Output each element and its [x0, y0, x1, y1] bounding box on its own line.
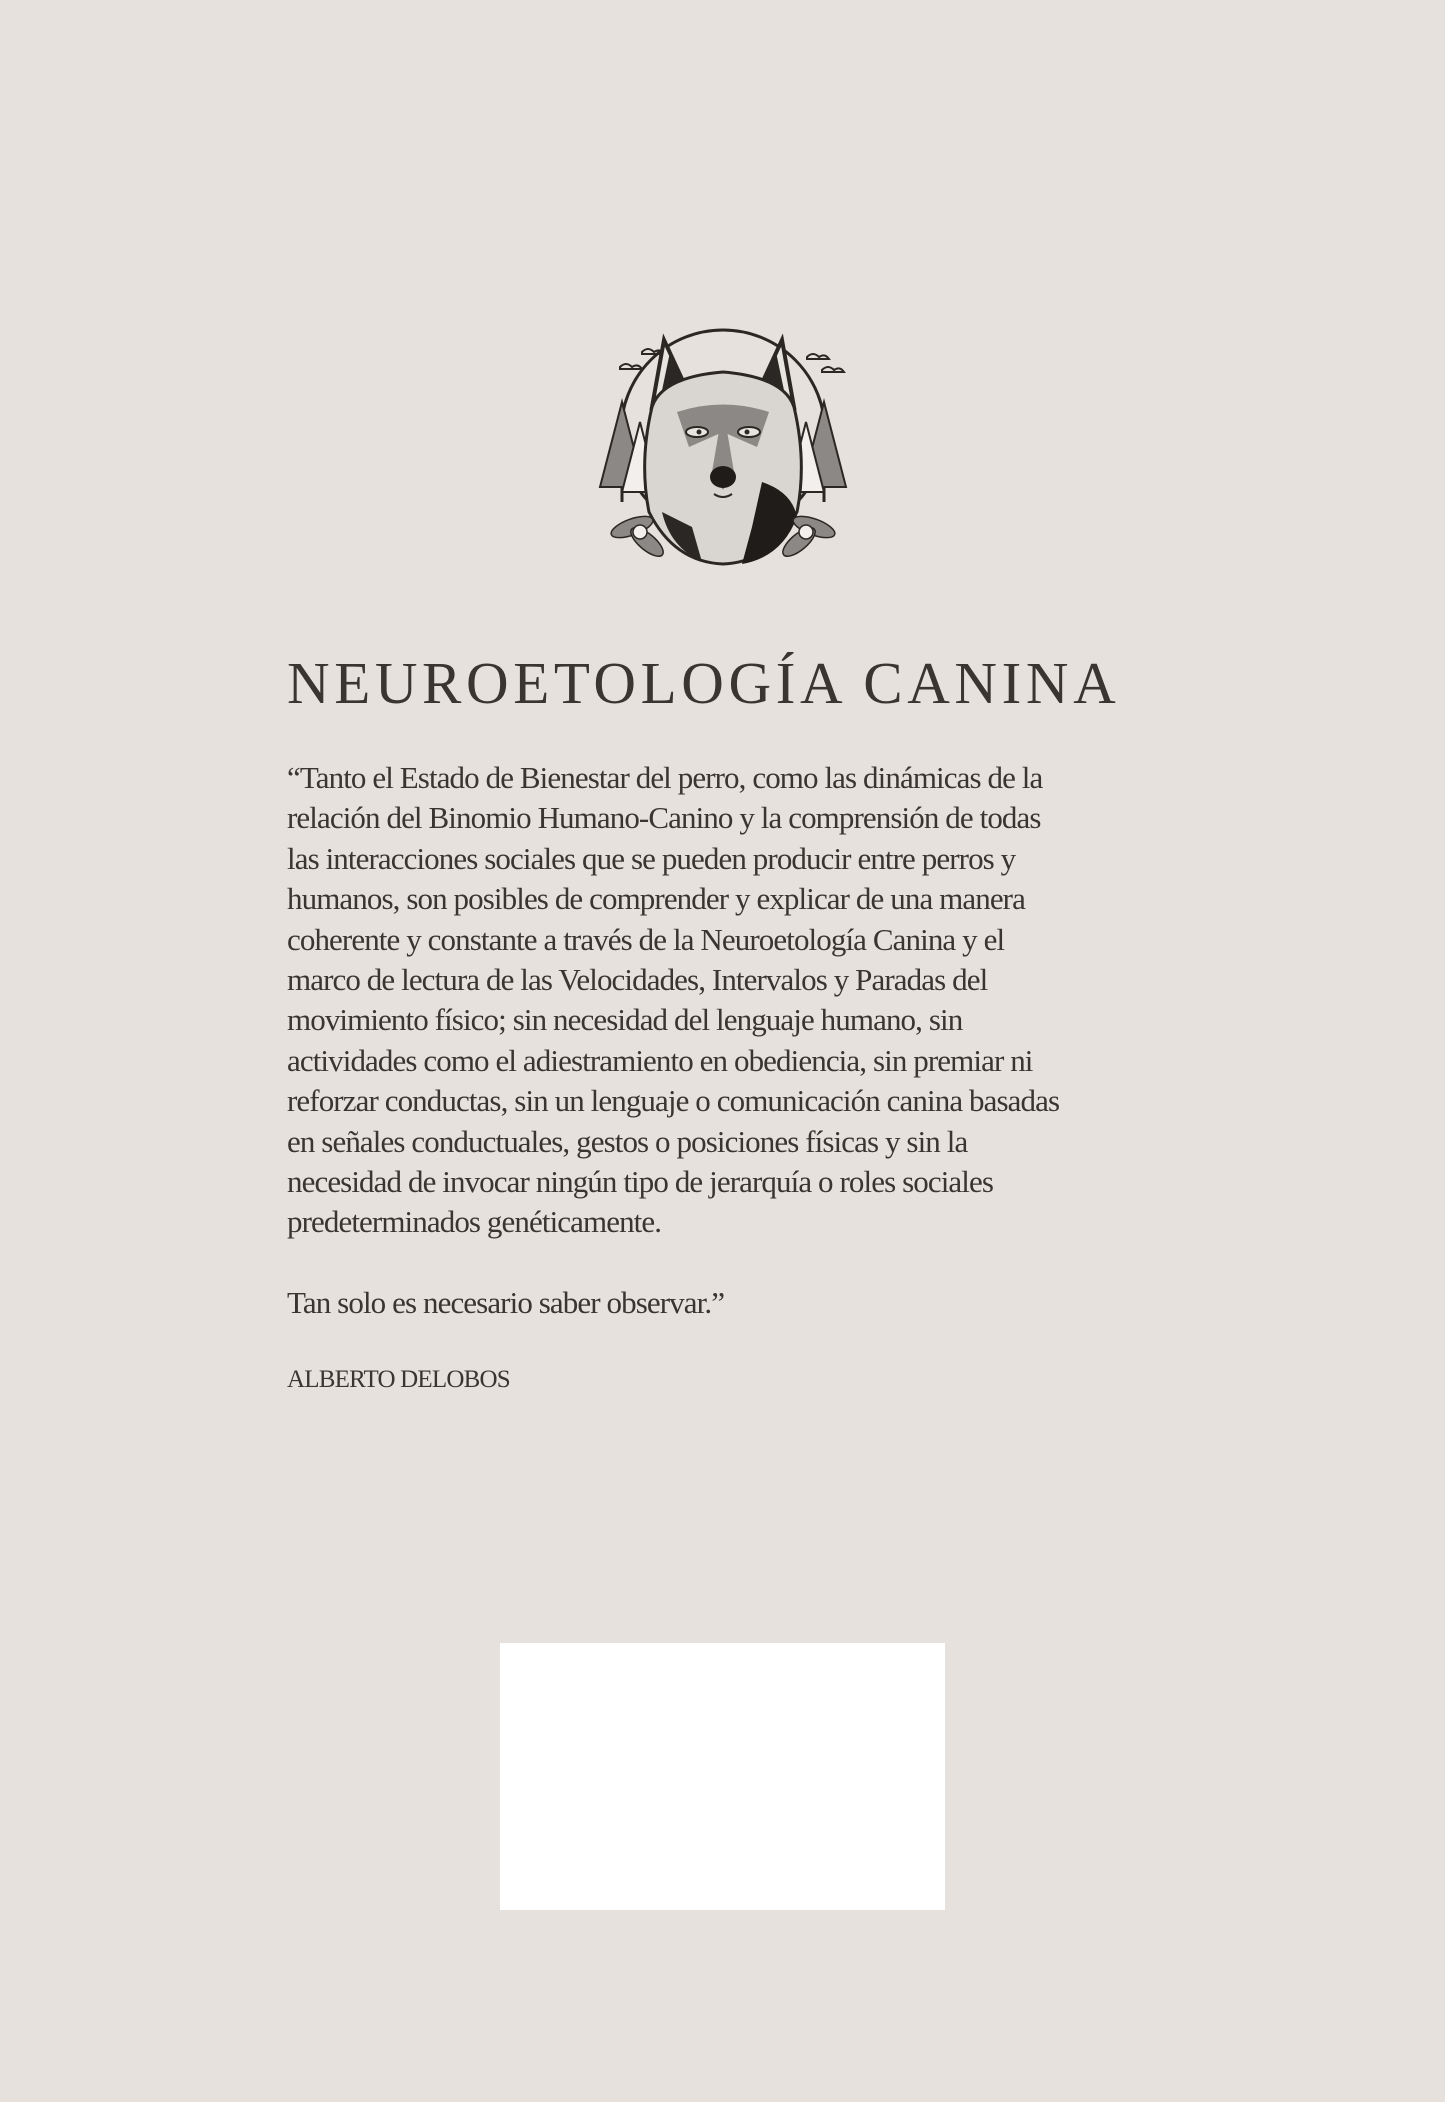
- quote-line: necesidad de invocar ningún tipo de jerarquía o roles sociales: [287, 1164, 994, 1200]
- quote-line: humanos, son posibles de comprender y explicar de una manera: [287, 881, 1025, 917]
- quote-line: movimiento físico; sin necesidad del lenguaje humano, sin: [287, 1002, 963, 1038]
- quote-line: coherente y constante a través de la Neuroetología Canina y el: [287, 921, 1005, 957]
- quote-closing: Tan solo es necesario saber observar.”: [287, 1285, 725, 1320]
- quote-line: en señales conductuales, gestos o posiciones físicas y sin la: [287, 1123, 968, 1159]
- barcode-placeholder-box: [500, 1643, 945, 1910]
- wolf-emblem-icon: [592, 312, 854, 570]
- quote-line: “Tanto el Estado de Bienestar del perro, como las dinámicas de la: [287, 760, 1043, 795]
- quote-line: actividades como el adiestramiento en obediencia, sin premiar ni: [287, 1042, 1033, 1078]
- quote-line: las interacciones sociales que se pueden producir entre perros y: [287, 840, 1016, 876]
- author-name: ALBERTO DELOBOS: [287, 1366, 510, 1393]
- quote-line: relación del Binomio Humano-Canino y la comprensión de todas: [287, 800, 1041, 836]
- quote-line: marco de lectura de las Velocidades, Intervalos y Paradas del: [287, 962, 988, 998]
- quote-line: reforzar conductas, sin un lenguaje o comunicación canina basadas: [287, 1083, 1060, 1119]
- page-title: NEUROETOLOGÍA CANINA: [287, 650, 1121, 716]
- quote-paragraph: [287, 758, 1167, 1243]
- quote-line: predeterminados genéticamente.: [287, 1204, 662, 1240]
